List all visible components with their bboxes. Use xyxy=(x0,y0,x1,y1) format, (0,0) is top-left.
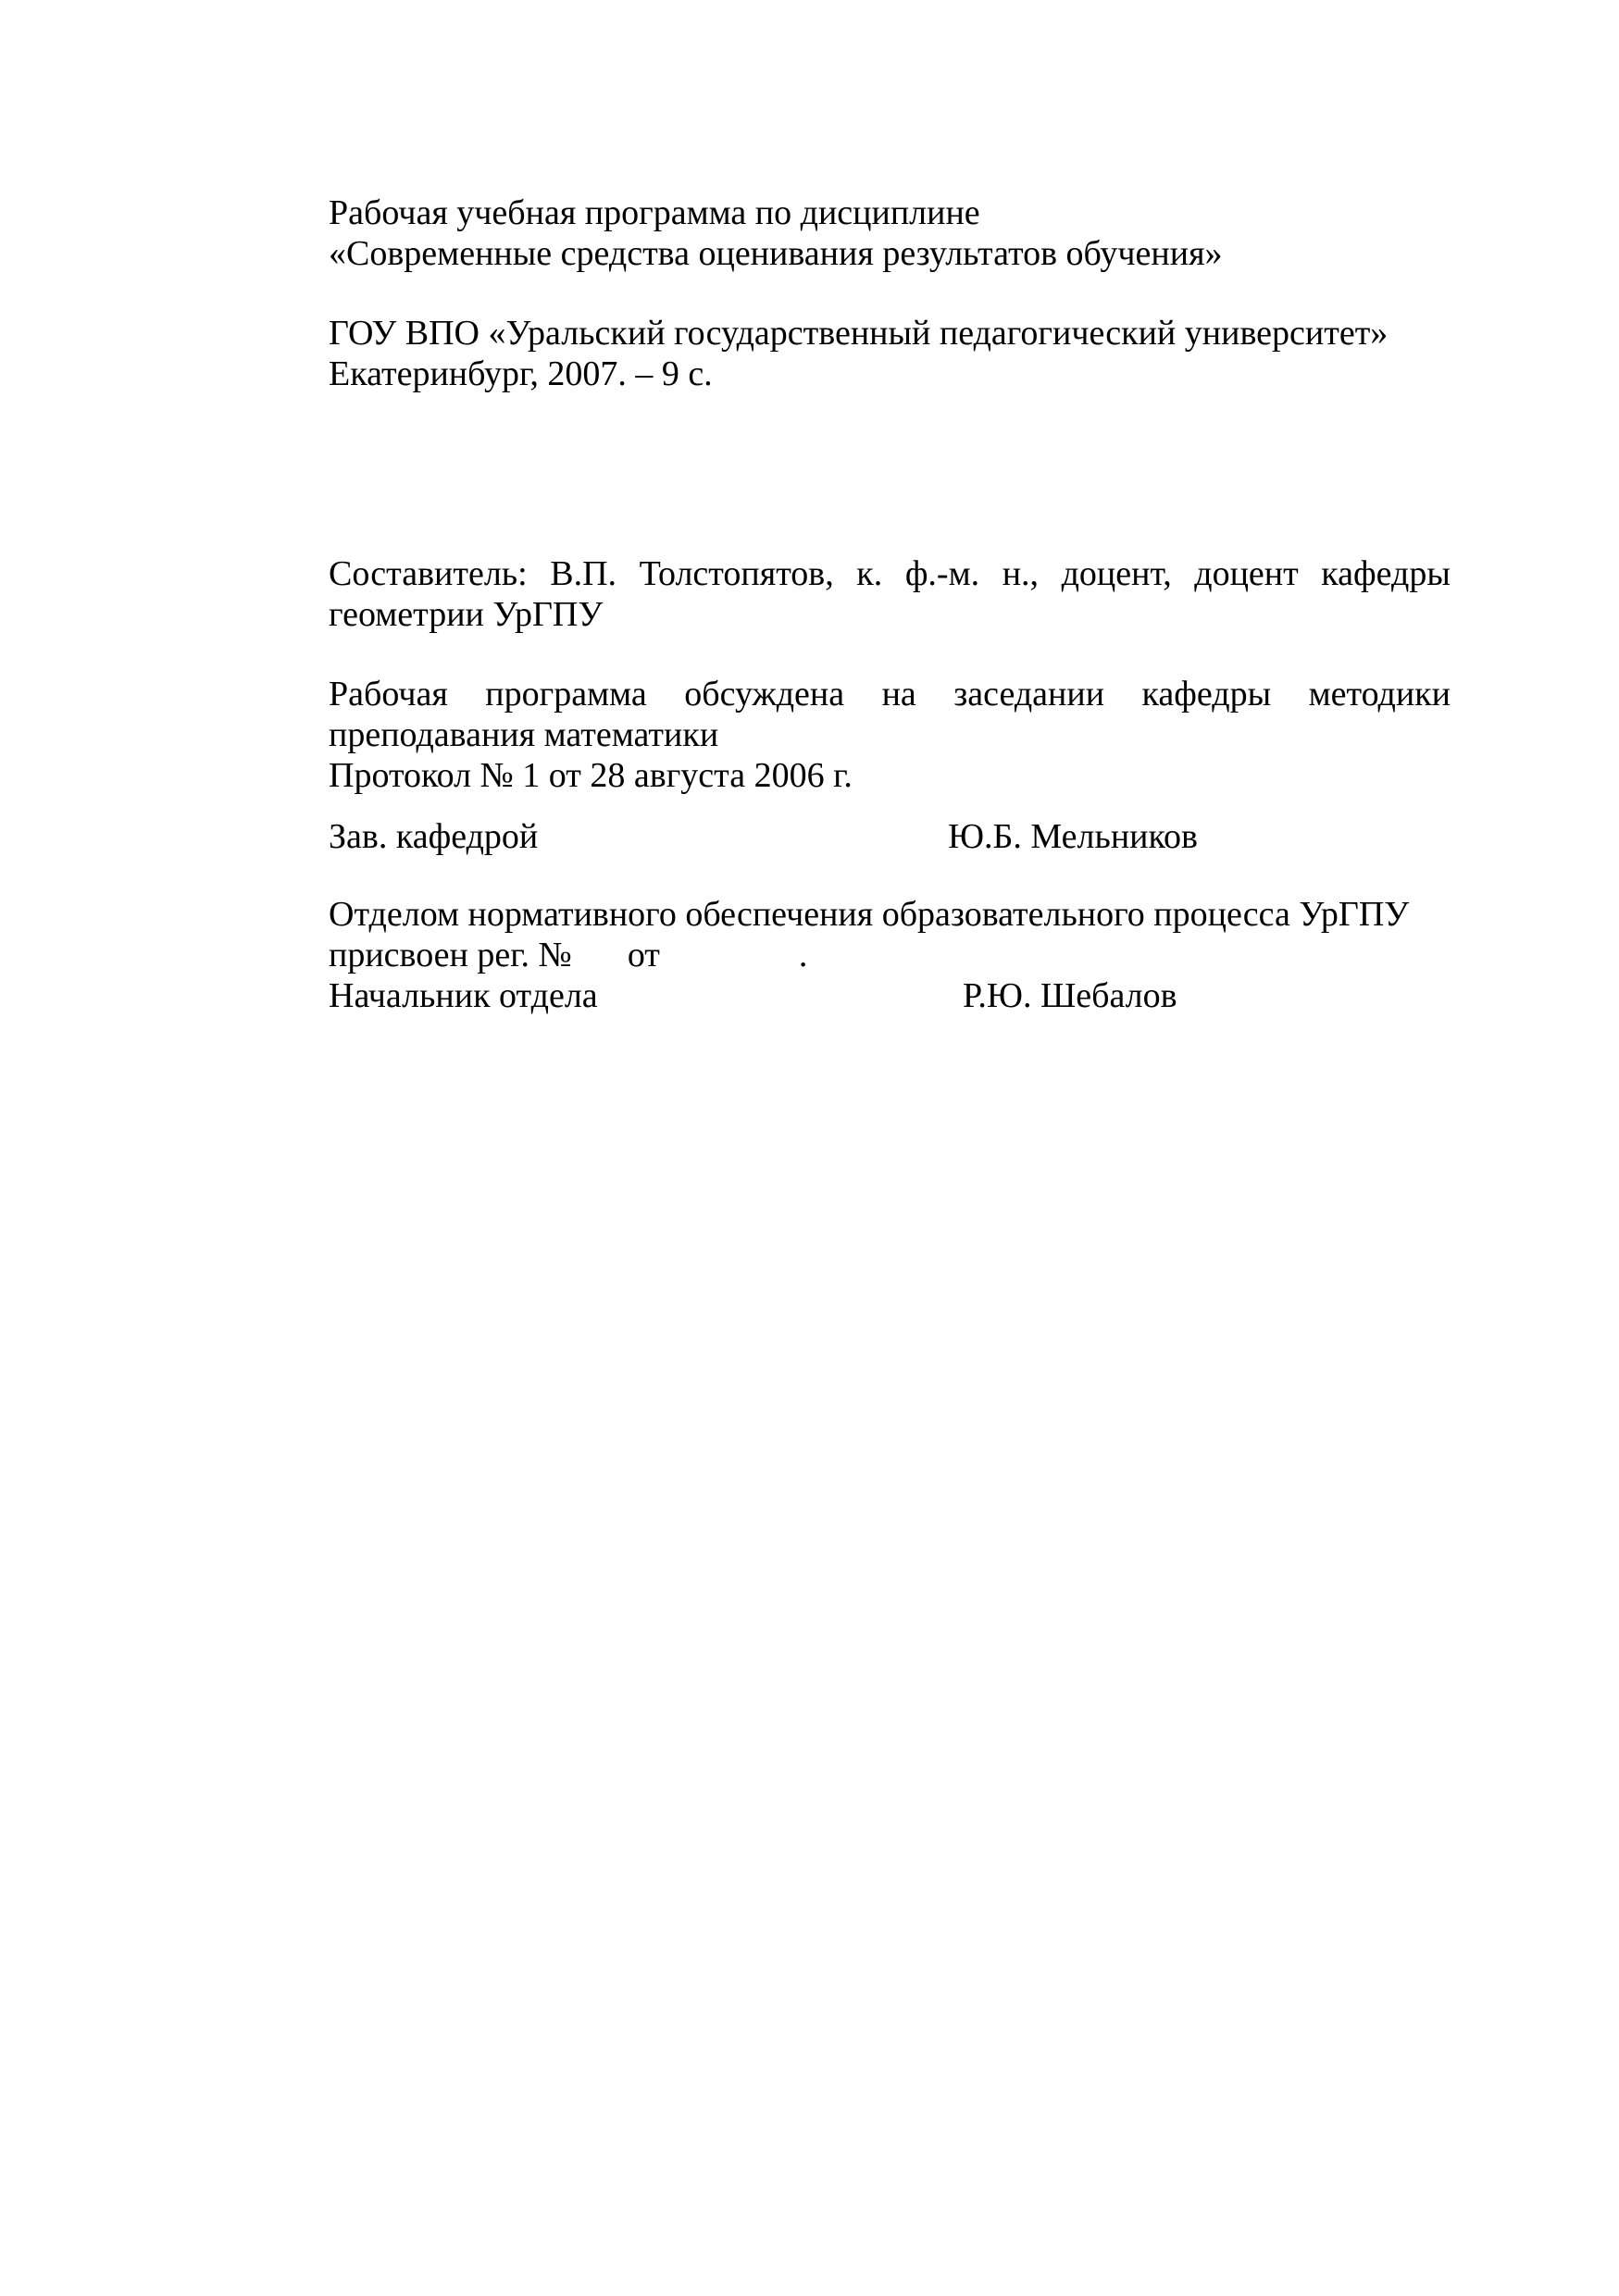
chief-label: Начальник отдела xyxy=(329,976,598,1015)
department-line1: Отделом нормативного обеспечения образовательного процесса УрГПУ xyxy=(329,895,1410,934)
program-title-line2: «Современные средства оценивания результатов обучения» xyxy=(329,234,1223,273)
compiler-word: Толстопятов, xyxy=(639,554,834,593)
compiler-word: доцент xyxy=(1194,554,1299,593)
registration-line xyxy=(329,935,807,975)
registration-label: присвоен рег. № xyxy=(329,936,572,974)
compiler-word: н., xyxy=(1002,554,1040,593)
compiler-word: Составитель: xyxy=(329,554,528,593)
discussion-word: Рабочая xyxy=(329,675,448,714)
discussion-word: кафедры xyxy=(1141,675,1272,714)
registration-dot: . xyxy=(798,936,808,974)
protocol-line: Протокол № 1 от 28 августа 2006 г. xyxy=(329,756,853,795)
chief-name: Р.Ю. Шебалов xyxy=(963,976,1177,1015)
head-of-department-name: Ю.Б. Мельников xyxy=(948,817,1198,856)
discussion-word: заседании xyxy=(953,675,1105,714)
registration-from: от xyxy=(627,936,660,974)
publisher-line2: Екатеринбург, 2007. – 9 с. xyxy=(329,354,713,393)
compiler-word: кафедры xyxy=(1321,554,1451,593)
compiler-word: доцент, xyxy=(1061,554,1172,593)
compiler-word: к. xyxy=(856,554,883,593)
compiler-line1 xyxy=(329,553,1451,594)
compiler-line2: геометрии УрГПУ xyxy=(329,595,604,634)
compiler-word: В.П. xyxy=(550,554,617,593)
discussion-line2: преподавания математики xyxy=(329,715,719,754)
discussion-word: обсуждена xyxy=(684,675,845,714)
head-of-department-label: Зав. кафедрой xyxy=(329,817,539,856)
discussion-word: методики xyxy=(1308,675,1451,714)
discussion-word: на xyxy=(881,675,916,714)
program-title-line1: Рабочая учебная программа по дисциплине xyxy=(329,193,980,232)
discussion-line1 xyxy=(329,674,1451,714)
discussion-word: программа xyxy=(485,675,647,714)
publisher-line1: ГОУ ВПО «Уральский государственный педагогический университет» xyxy=(329,314,1389,353)
compiler-word: ф.-м. xyxy=(904,554,980,593)
